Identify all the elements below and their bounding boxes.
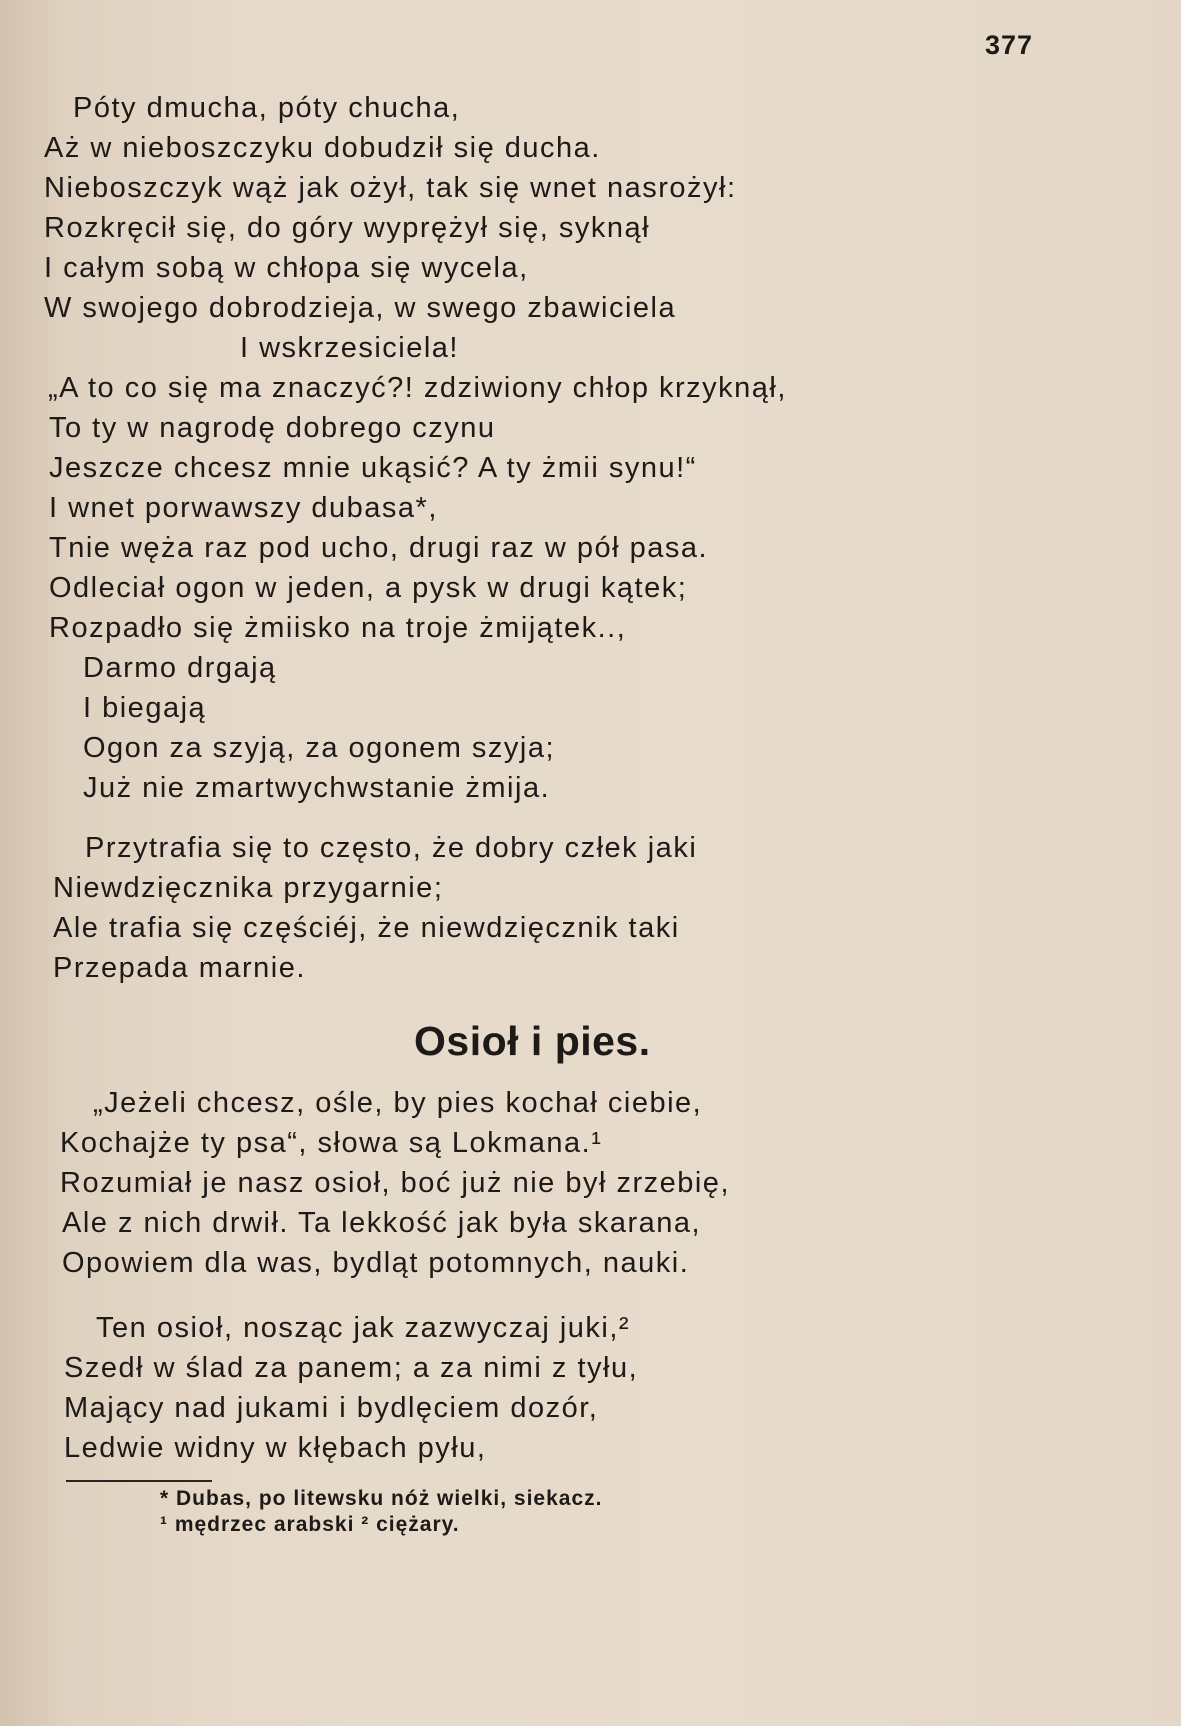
verse-line: Opowiem dla was, bydląt potomnych, nauki. xyxy=(62,1247,690,1279)
verse-line: Ale z nich drwił. Ta lekkość jak była skarana, xyxy=(62,1207,702,1239)
verse-line: Ten osioł, nosząc jak zazwyczaj juki,² xyxy=(96,1312,631,1344)
verse-line: W swojego dobrodzieja, w swego zbawiciela xyxy=(44,292,677,324)
verse-line: Rozpadło się żmiisko na troje żmijątek.., xyxy=(49,612,627,644)
verse-line: „A to co się ma znaczyć?! zdziwiony chłop krzyknął, xyxy=(48,372,787,404)
verse-line: Ledwie widny w kłębach pyłu, xyxy=(64,1432,487,1464)
verse-line: Już nie zmartwychwstanie żmija. xyxy=(83,772,551,804)
verse-line: Rozkręcił się, do góry wyprężył się, syknął xyxy=(44,212,651,244)
verse-line: Odleciał ogon w jeden, a pysk w drugi kątek; xyxy=(49,572,688,604)
verse-line: Ale trafia się częściéj, że niewdzięcznik taki xyxy=(53,912,680,944)
verse-line: Darmo drgają xyxy=(83,652,277,684)
verse-line: I całym sobą w chłopa się wycela, xyxy=(44,252,529,284)
verse-line: Tnie węża raz pod ucho, drugi raz w pół pasa. xyxy=(49,532,709,564)
verse-line: Ogon za szyją, za ogonem szyja; xyxy=(83,732,556,764)
verse-line: „Jeżeli chcesz, ośle, by pies kochał ciebie, xyxy=(93,1087,703,1119)
footnote: ¹ mędrzec arabski ² ciężary. xyxy=(160,1513,460,1536)
page-number: 377 xyxy=(985,30,1034,60)
verse-line: Rozumiał je nasz osioł, boć już nie był zrzebię, xyxy=(60,1167,730,1199)
verse-line: I biegają xyxy=(83,692,207,724)
verse-line: To ty w nagrodę dobrego czynu xyxy=(49,412,496,444)
verse-line: Przytrafia się to często, że dobry człek jaki xyxy=(85,832,698,864)
verse-line: Mający nad jukami i bydlęciem dozór, xyxy=(64,1392,599,1424)
verse-line: Szedł w ślad za panem; a za nimi z tyłu, xyxy=(64,1352,639,1384)
verse-line: Nieboszczyk wąż jak ożył, tak się wnet nasrożył: xyxy=(44,172,737,204)
footnote: * Dubas, po litewsku nóż wielki, siekacz. xyxy=(160,1487,603,1510)
verse-line: Przepada marnie. xyxy=(53,952,306,984)
verse-line: Jeszcze chcesz mnie ukąsić? A ty żmii synu!“ xyxy=(49,452,697,484)
poem-title: Osioł i pies. xyxy=(414,1018,651,1064)
verse-line: Kochajże ty psa“, słowa są Lokmana.¹ xyxy=(60,1127,603,1159)
verse-line: Aż w nieboszczyku dobudził się ducha. xyxy=(44,132,601,164)
footnote-divider xyxy=(66,1480,212,1482)
verse-line: Niewdzięcznika przygarnie; xyxy=(53,872,444,904)
verse-line: I wnet porwawszy dubasa*, xyxy=(49,492,438,524)
verse-line: Póty dmucha, póty chucha, xyxy=(73,92,461,124)
verse-line: I wskrzesiciela! xyxy=(240,332,459,364)
